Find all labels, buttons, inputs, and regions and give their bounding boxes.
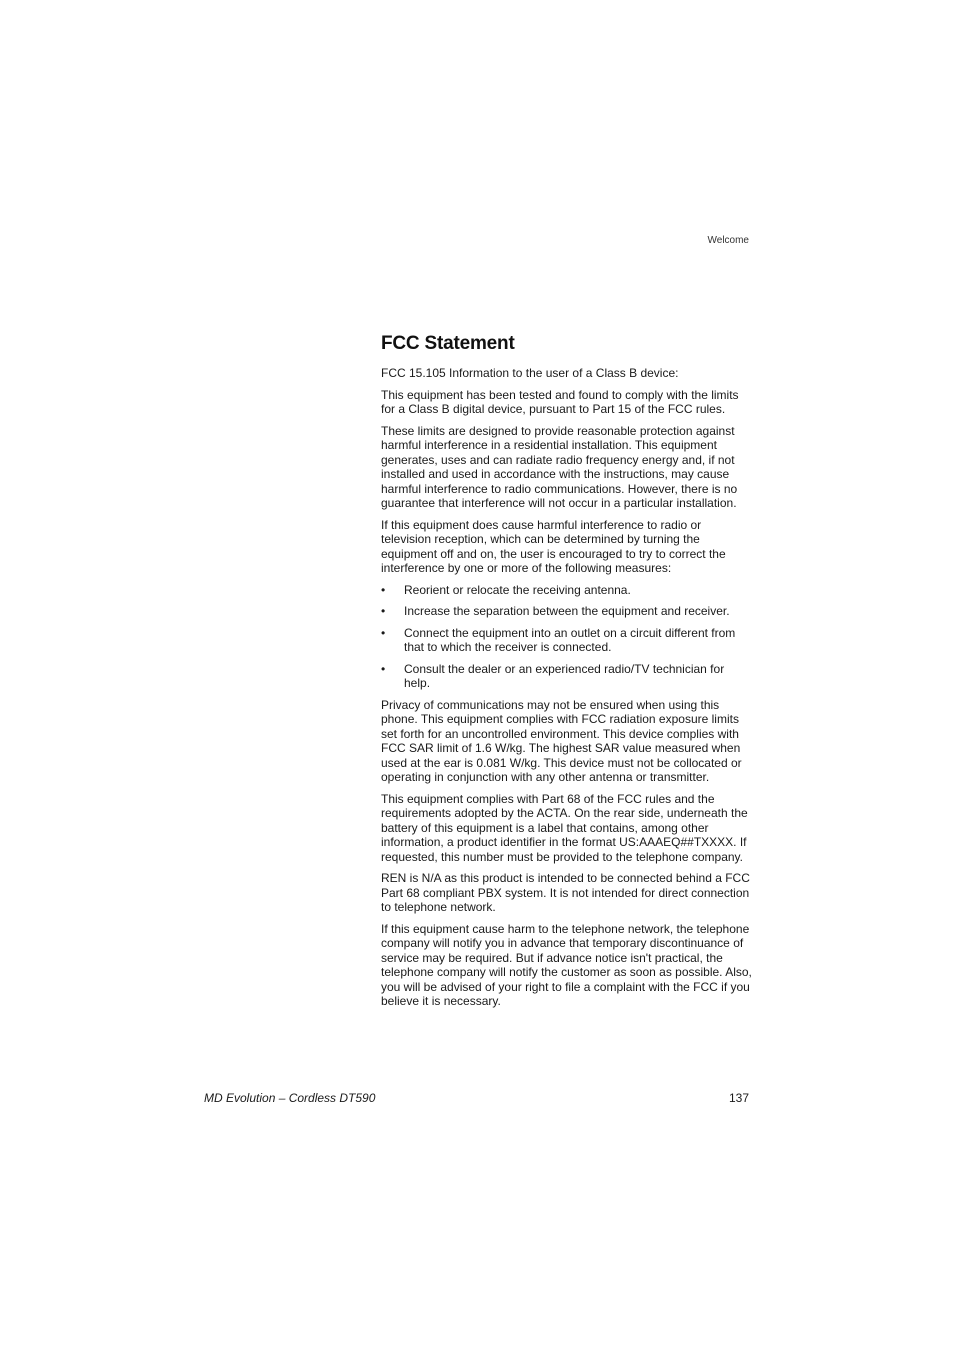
paragraph-part68: This equipment complies with Part 68 of the FCC rules and the requirements adopted by the ACTA. On the rear side, underneath the battery of this equipment is a label that contains, among other information, a product identifier in the format US:AAAEQ##TXXXX. If requested, this number must be provided to the telephone company. [381, 791, 748, 864]
list-item [381, 662, 753, 691]
bullet-icon: • [381, 604, 386, 618]
page-number: 137 [728, 1091, 749, 1105]
paragraph-ren: REN is N/A as this product is intended to be connected behind a FCC Part 68 compliant PBX system. It is not intended for direct connection to telephone network. [381, 871, 750, 914]
list-item-text: Increase the separation between the equipment and receiver. [404, 604, 730, 618]
paragraph-limits: These limits are designed to provide reasonable protection against harmful interference in a residential installation. This equipment generates, uses and can radiate radio frequency energy and, if not installed and used in accordance with the instructions, may cause harmful interference to radio communications. However, there is no guarantee that interference will not occur in a particular installation. [381, 423, 738, 510]
main-content [381, 333, 753, 1016]
bullet-icon: • [381, 582, 386, 597]
bullet-icon: • [381, 625, 386, 640]
footer-document-title: MD Evolution – Cordless DT590 [204, 1091, 376, 1105]
paragraph-interference: If this equipment does cause harmful interference to radio or television reception, which can be determined by turning the equipment off and on, the user is encouraged to try to correct the interference by one or more of the following measures: [381, 517, 726, 575]
intro-paragraph: FCC 15.105 Information to the user of a Class B device: [381, 366, 679, 380]
list-item [381, 604, 753, 619]
list-item-text: Connect the equipment into an outlet on a circuit different from that to which the receiver is connected. [404, 625, 736, 654]
list-item [381, 626, 753, 655]
list-item [381, 583, 753, 598]
bullet-icon: • [381, 661, 386, 676]
list-item-text: Reorient or relocate the receiving antenna. [404, 582, 631, 597]
page-title: FCC Statement [381, 333, 515, 354]
measures-list [381, 583, 753, 691]
list-item-text: Consult the dealer or an experienced radio/TV technician for help. [404, 661, 725, 690]
paragraph-network-harm: If this equipment cause harm to the telephone network, the telephone company will notify you in advance that temporary discontinuance of service may be required. But if advance notice isn't practical, the telephone company will notify the customer as soon as possible. Also, you will be advised of your right to file a complaint with the FCC if you believe it is necessary. [381, 921, 752, 1008]
paragraph-compliance: This equipment has been tested and found to comply with the limits for a Class B digital device, pursuant to Part 15 of the FCC rules. [381, 387, 739, 416]
running-header: Welcome [707, 235, 749, 246]
paragraph-privacy: Privacy of communications may not be ensured when using this phone. This equipment complies with FCC radiation exposure limits set forth for an uncontrolled environment. This device complies with FCC SAR limit of 1.6 W/kg. The highest SAR value measured when used at the ear is 0.081 W/kg. This device must not be collocated or operating in conjunction with any other antenna or transmitter. [381, 697, 742, 784]
